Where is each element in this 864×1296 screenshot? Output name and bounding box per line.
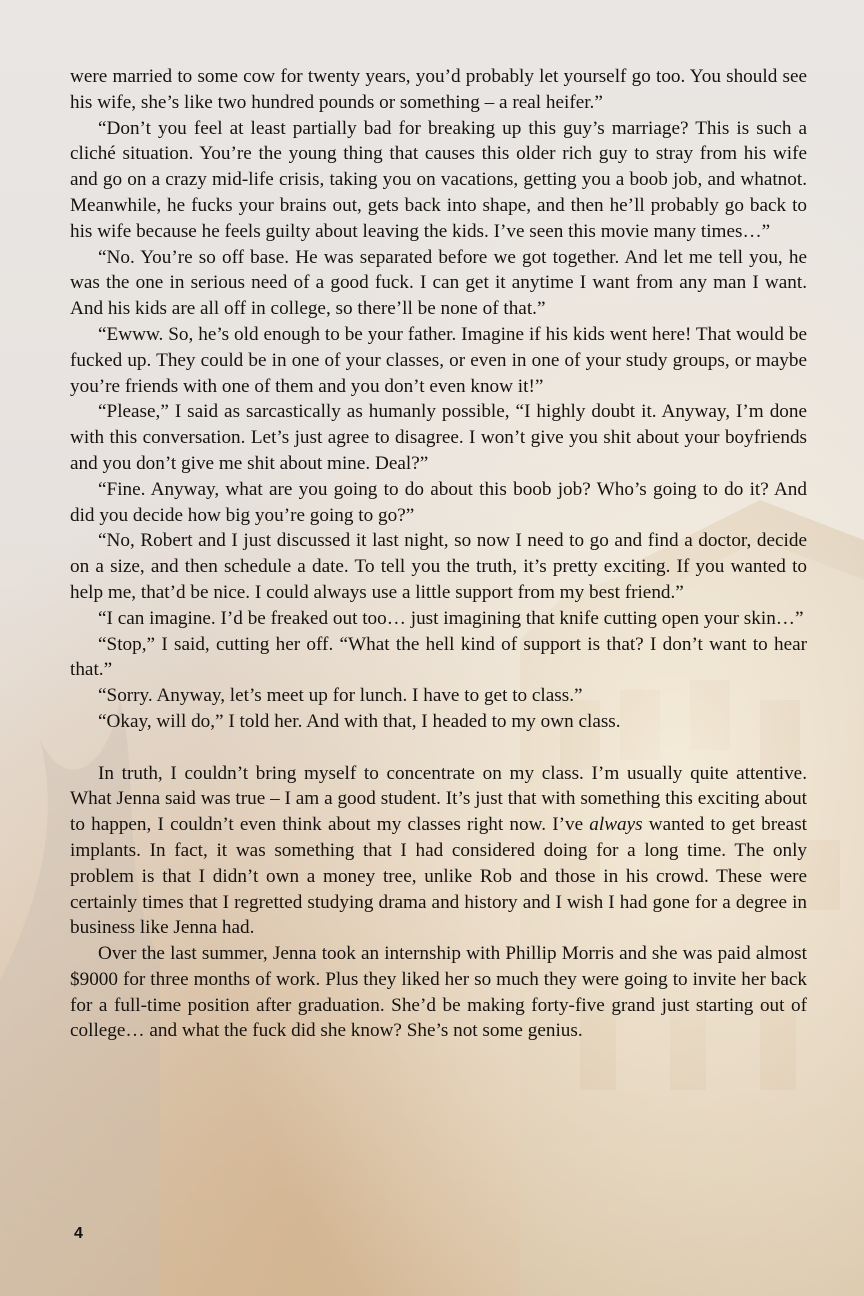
paragraph — [70, 761, 807, 942]
text-segment: “Okay, will do,” I told her. And with that, I headed to my own class. — [98, 710, 621, 732]
text-segment: “No, Robert and I just discussed it last night, so now I need to go and find a doctor, decide on a size, and then schedule a date. To tell you the truth, it’s pretty exciting. If you wanted to help me, that’d be nice. I could always use a little support from my best friend.” — [70, 530, 807, 603]
paragraph — [70, 245, 807, 322]
paragraph — [70, 683, 807, 709]
paragraph — [70, 64, 807, 116]
text-segment: In truth, I couldn’t bring myself to concentrate on my class. I’m usually quite attentive. What Jenna said was true – I am a good student. It’s just that with something this exciting about to happen, I couldn’t even think about my classes right now. I’ve — [70, 762, 807, 836]
paragraph — [70, 528, 807, 605]
text-segment: “I can imagine. I’d be freaked out too… just imagining that knife cutting open your skin…” — [98, 607, 804, 629]
page-number: 4 — [74, 1225, 83, 1242]
paragraph — [70, 477, 807, 529]
paragraph — [70, 941, 807, 1044]
text-segment: “No. You’re so off base. He was separated before we got together. And let me tell you, he was the one in serious need of a good fuck. I can get it anytime I want from any man I want. And his kids are all off in college, so there’ll be none of that.” — [70, 246, 807, 320]
emphasis-text: always — [589, 814, 643, 836]
text-segment: “Sorry. Anyway, let’s meet up for lunch. I have to get to class.” — [98, 685, 583, 707]
paragraph — [70, 116, 807, 245]
text-segment: “Fine. Anyway, what are you going to do about this boob job? Who’s going to do it? And did you decide how big you’re going to go?” — [70, 478, 807, 526]
paragraph — [70, 322, 807, 399]
text-segment: “Stop,” I said, cutting her off. “What the hell kind of support is that? I don’t want to hear that.” — [70, 633, 807, 681]
paragraph — [70, 632, 807, 684]
body-text — [70, 64, 807, 1044]
text-segment: “Don’t you feel at least partially bad for breaking up this guy’s marriage? This is such a cliché situation. You’re the young thing that causes this older rich guy to stray from his wife and go on a crazy mid-life crisis, taking you on vacations, getting you a boob job, and whatnot. Meanwhile, he fucks your brains out, gets back into shape, and then he’ll probably go back to his wife because he feels guilty about leaving the kids. I’ve seen this movie many times…” — [70, 117, 807, 242]
text-segment: Over the last summer, Jenna took an internship with Phillip Morris and she was paid almost $9000 for three months of work. Plus they liked her so much they were going to invite her back for a full-time position after graduation. She’d be making forty-five grand just starting out of college… and what the fuck did she know? She’s not some genius. — [70, 943, 807, 1042]
text-segment: “Ewww. So, he’s old enough to be your father. Imagine if his kids went here! That would be fucked up. They could be in one of your classes, or even in one of your study groups, or maybe you’re friends with one of them and you don’t even know it!” — [70, 323, 807, 397]
paragraph — [70, 399, 807, 476]
paragraph — [70, 606, 807, 632]
paragraph — [70, 709, 807, 735]
text-segment: “Please,” I said as sarcastically as humanly possible, “I highly doubt it. Anyway, I’m done with this conversation. Let’s just agree to disagree. I won’t give you shit about your boyfriends and you don’t give me shit about mine. Deal?” — [70, 401, 807, 474]
text-segment: were married to some cow for twenty years, you’d probably let yourself go too. You should see his wife, she’s like two hundred pounds or something – a real heifer.” — [70, 66, 807, 113]
text-segment: wanted to get breast implants. In fact, it was something that I had considered doing for a long time. The only problem is that I didn’t own a money tree, unlike Rob and those in his crowd. These were certainly times that I regretted studying drama and history and I wish I had gone for a degree in business like Jenna had. — [70, 814, 807, 939]
